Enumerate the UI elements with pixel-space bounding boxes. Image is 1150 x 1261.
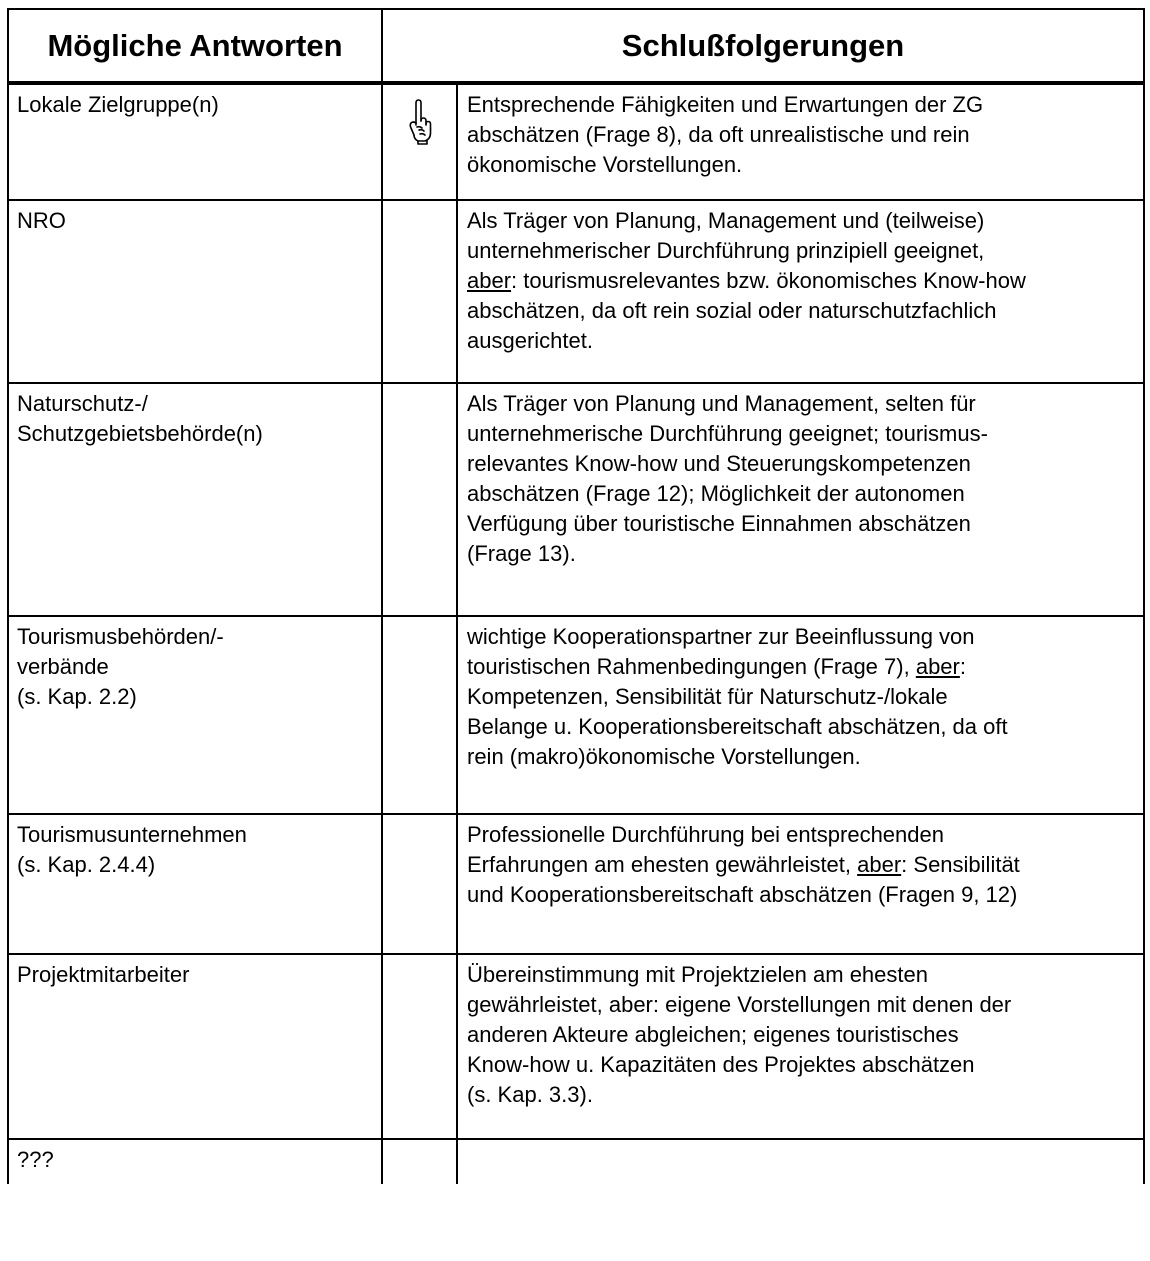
answer-cell: [8, 814, 382, 954]
answer-text: Tourismusunternehmen (s. Kap. 2.4.4): [17, 822, 247, 877]
answer-text: Tourismusbehörden/- verbände (s. Kap. 2.2): [17, 624, 224, 709]
marker-cell: [382, 383, 457, 616]
conclusion-cell: [457, 954, 1144, 1139]
answer-text: Projektmitarbeiter: [17, 962, 190, 987]
emphasis-aber: aber: [857, 852, 902, 877]
marker-cell: [382, 83, 457, 200]
conclusion-segment: Als Träger von Planung und Management, selten für unternehmerische Durchführung geeignet; tourismus- relevantes Know-how und Steuerungskompetenzen abschätzen (Frage 12); Möglichkeit der autonomen Verfügung über touristische Einnahmen abschätzen (Frage 13).: [467, 391, 988, 566]
conclusions-table: [7, 8, 1145, 1184]
header-conclusions: Schlußfolgerungen: [382, 9, 1144, 83]
conclusion-segment: : Kompetenzen, Sensibilität für Naturschutz-/lokale Belange u. Kooperationsbereitschaft abschätzen, da oft rein (makro)ökonomische Vorstellungen.: [467, 654, 1008, 769]
marker-cell: [382, 814, 457, 954]
header-answers: Mögliche Antworten: [8, 9, 382, 83]
conclusion-segment: wichtige Kooperationspartner zur Beeinflussung von touristischen Rahmenbedingungen (Frage 7),: [467, 624, 975, 679]
conclusion-cell: [457, 200, 1144, 383]
table-row: [8, 83, 1144, 200]
conclusion-cell: [457, 383, 1144, 616]
conclusion-text: [458, 1140, 1143, 1153]
answer-cell: [8, 383, 382, 616]
conclusion-text: [458, 384, 1143, 577]
conclusion-text: [458, 201, 1143, 364]
table-row: [8, 1139, 1144, 1184]
conclusion-segment: : tourismusrelevantes bzw. ökonomisches Know-how abschätzen, da oft rein sozial oder naturschutzfachlich ausgerichtet.: [467, 268, 1026, 353]
conclusion-cell: [457, 83, 1144, 200]
emphasis-aber: aber: [467, 268, 512, 293]
conclusion-cell: [457, 814, 1144, 954]
conclusion-text: [458, 815, 1143, 918]
marker-cell: [382, 200, 457, 383]
answer-text: ???: [17, 1147, 54, 1172]
answer-cell: [8, 616, 382, 814]
marker-cell: [382, 954, 457, 1139]
conclusion-segment: Entsprechende Fähigkeiten und Erwartungen der ZG abschätzen (Frage 8), da oft unrealistische und rein ökonomische Vorstellungen.: [467, 92, 984, 177]
table-row: [8, 814, 1144, 954]
conclusion-text: [458, 617, 1143, 780]
answer-cell: [8, 200, 382, 383]
pointing-hand-icon: [383, 85, 456, 150]
table-row: [8, 954, 1144, 1139]
marker-cell: [382, 616, 457, 814]
answer-text: Naturschutz-/ Schutzgebietsbehörde(n): [17, 391, 263, 446]
table-header-row: [8, 9, 1144, 83]
conclusion-segment: Übereinstimmung mit Projektzielen am ehesten gewährleistet, aber: eigene Vorstellungen mit denen der anderen Akteure abgleichen; eigenes touristisches Know-how u. Kapazitäten des Projektes abschätzen (s. Kap. 3.3).: [467, 962, 1012, 1107]
marker-cell: [382, 1139, 457, 1184]
table-row: [8, 200, 1144, 383]
answer-text: NRO: [17, 208, 66, 233]
conclusion-segment: : Sensibilität und Kooperationsbereitschaft abschätzen (Fragen 9, 12): [467, 852, 1020, 907]
table-row: [8, 616, 1144, 814]
answer-cell: [8, 83, 382, 200]
answer-cell: [8, 954, 382, 1139]
answer-cell: [8, 1139, 382, 1184]
conclusion-segment: Als Träger von Planung, Management und (teilweise) unternehmerischer Durchführung prinzipiell geeignet,: [467, 208, 985, 263]
conclusion-segment: Professionelle Durchführung bei entsprechenden Erfahrungen am ehesten gewährleistet,: [467, 822, 944, 877]
emphasis-aber: aber: [915, 654, 960, 679]
conclusion-cell: [457, 616, 1144, 814]
conclusion-cell: [457, 1139, 1144, 1184]
table-row: [8, 383, 1144, 616]
conclusion-text: [458, 955, 1143, 1118]
answer-text: Lokale Zielgruppe(n): [17, 92, 219, 117]
conclusion-text: [458, 85, 1143, 188]
